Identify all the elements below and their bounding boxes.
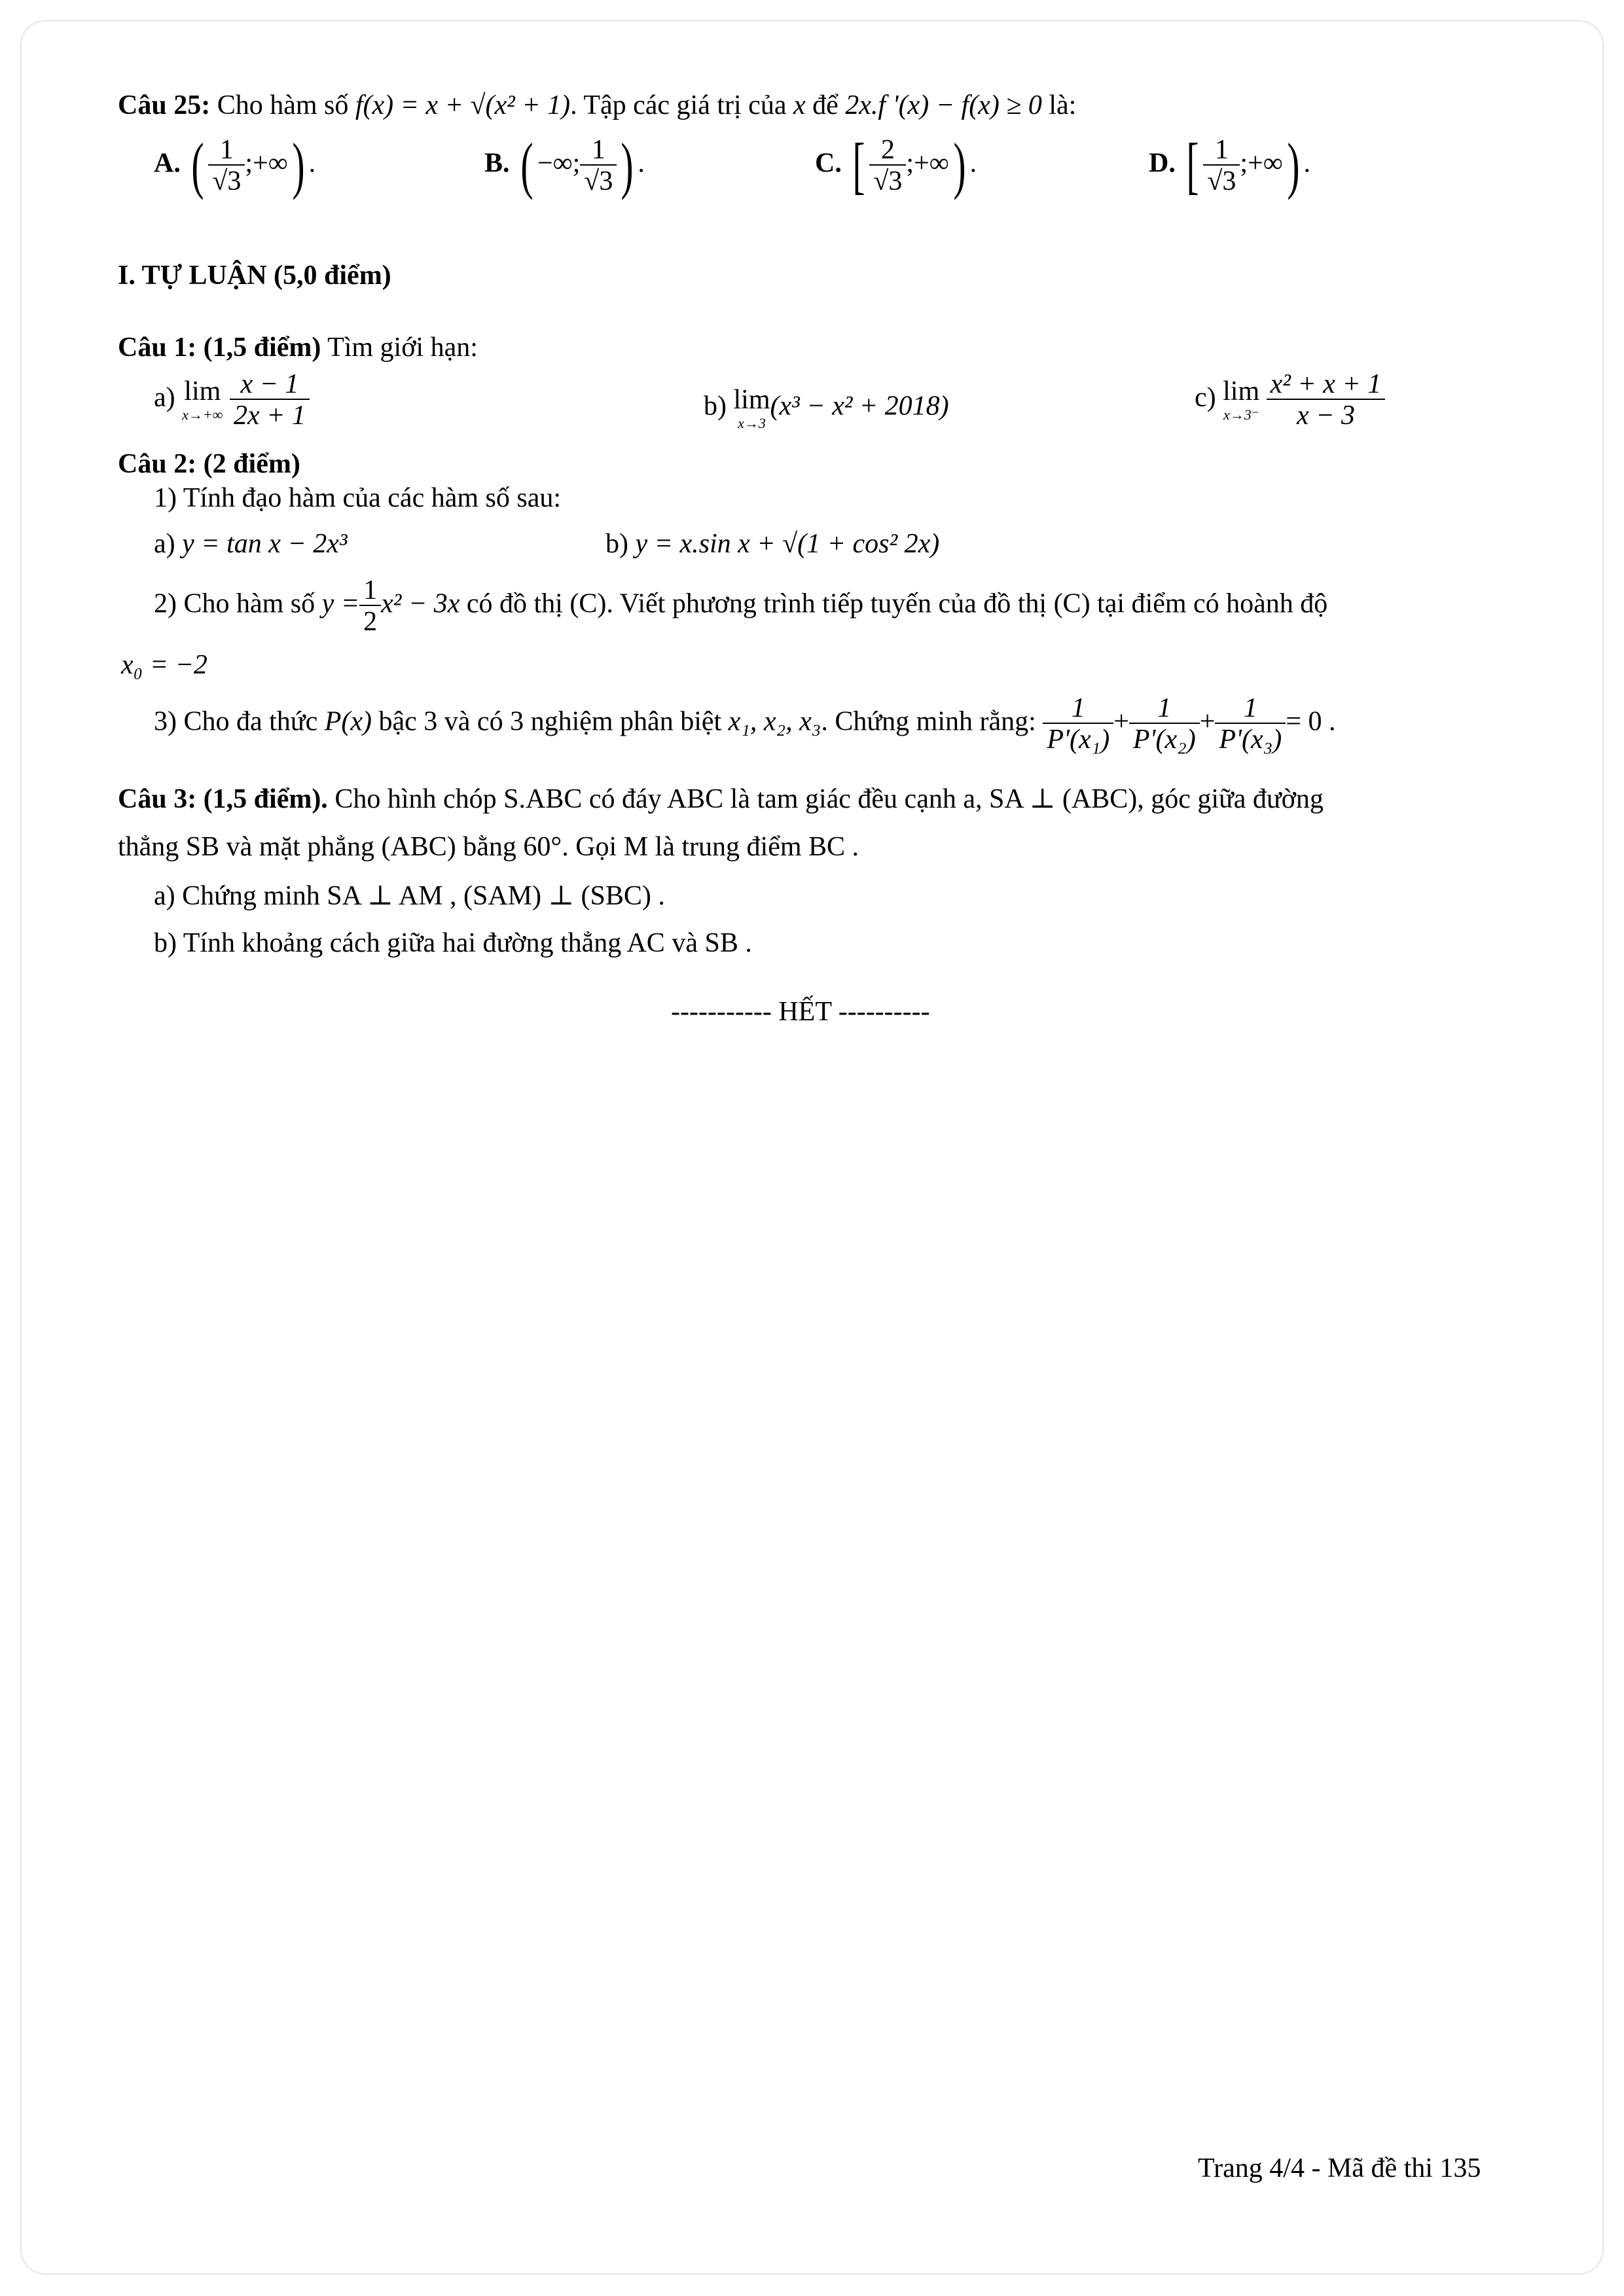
c2-p2: [154, 576, 1327, 636]
c2-label: Câu 2: (2 điểm): [118, 449, 300, 479]
option-label: C.: [815, 148, 842, 179]
option-bracket: (: [520, 130, 533, 200]
fraction: $\frac{1}{\text{P'(x₃)}}$: [1215, 694, 1286, 754]
q25-option-d: [1149, 130, 1311, 200]
c3-part-b: b) Tính khoảng cách giữa hai đường thẳng AC và SB .: [154, 928, 752, 958]
section-title: I. TỰ LUẬN (5,0 điểm): [118, 260, 391, 291]
option-tail: ;+∞: [906, 148, 949, 179]
q25-text3: để: [812, 90, 839, 120]
option-bracket: ): [1287, 130, 1300, 200]
q25-inequality: 2x.f '(x) − f(x) ≥ 0: [845, 90, 1042, 120]
part-label: b): [704, 391, 727, 422]
option-bracket: ): [292, 130, 305, 200]
part-label: a): [154, 382, 175, 413]
fraction: $\frac{1}{2}$: [359, 576, 381, 636]
option-end: .: [969, 148, 977, 179]
q25-func: f(x) = x + √(x² + 1): [355, 90, 571, 120]
option-fraction: $\frac{2}{√3}$: [869, 135, 906, 196]
c1-part-a: [154, 370, 310, 430]
p3-roots: x₁, x₂, x₃: [728, 706, 821, 737]
p3-text: . Chứng minh rằng:: [821, 706, 1036, 737]
q25-option-a: [154, 130, 316, 200]
c3-line1: [118, 785, 1324, 813]
option-tail: ;+∞: [245, 148, 288, 179]
p3-head: 3) Cho đa thức: [154, 706, 318, 737]
option-head: −∞;: [537, 148, 581, 179]
part-label: c): [1195, 382, 1216, 413]
fraction: $\frac{1}{\text{P'(x₁)}}$: [1043, 694, 1113, 754]
c1-text: Tìm giới hạn:: [327, 332, 478, 363]
limit: lim x→3⁻: [1223, 376, 1260, 423]
q25-var: x: [793, 90, 806, 120]
p3-poly: P(x): [324, 706, 372, 737]
option-bracket: ): [953, 130, 966, 200]
page-footer: Trang 4/4 - Mã đề thi 135: [1198, 2153, 1481, 2183]
option-end: .: [638, 148, 645, 179]
c2-p1: 1) Tính đạo hàm của các hàm số sau:: [154, 483, 562, 513]
c1-part-c: [1195, 370, 1385, 430]
part-label: a): [154, 529, 175, 559]
formula: y = tan x − 2x³: [182, 529, 348, 559]
c2-p1a: [154, 530, 348, 558]
p2-text: có đồ thị (C). Viết phương trình tiếp tuyến của đồ thị (C) tại điểm có hoành độ: [466, 588, 1328, 619]
p3-mid: bậc 3 và có 3 nghiệm phân biệt: [378, 706, 722, 737]
limit: lim x→3: [733, 385, 770, 431]
p2-y: y =: [321, 588, 360, 619]
c3-part-a: a) Chứng minh SA ⊥ AM , (SAM) ⊥ (SBC) .: [154, 881, 665, 911]
option-fraction: $\frac{1}{√3}$: [208, 135, 245, 196]
p2-head: 2) Cho hàm số: [154, 588, 316, 619]
option-end: .: [308, 148, 316, 179]
formula: y = x.sin x + √(1 + cos² 2x): [635, 529, 940, 559]
fraction: $\frac{1}{\text{P'(x₂)}}$: [1129, 694, 1200, 754]
part-label: b): [605, 529, 628, 559]
option-fraction: $\frac{1}{√3}$: [1203, 135, 1240, 196]
q25-label: Câu 25:: [118, 90, 211, 120]
option-bracket: [: [1186, 130, 1199, 200]
c1-header: [118, 334, 478, 361]
option-bracket: [: [852, 130, 865, 200]
c2-p2-x0: x₀ = −2: [121, 650, 208, 680]
limit-expression: (x³ − x² + 2018): [770, 391, 949, 422]
q25-option-b: [484, 130, 645, 200]
c1-part-b: [704, 386, 949, 431]
p2-rest: x² − 3x: [381, 588, 460, 619]
q25-text4: là:: [1049, 90, 1077, 120]
c3-text: Cho hình chóp S.ABC có đáy ABC là tam giác đều cạnh a, SA ⊥ (ABC), góc giữa đường: [334, 784, 1324, 814]
c1-label: Câu 1: (1,5 điểm): [118, 332, 321, 363]
c3-line2: thẳng SB và mặt phẳng (ABC) bằng 60°. Gọi M là trung điểm BC .: [118, 832, 859, 862]
option-end: .: [1303, 148, 1311, 179]
c2-p3: [154, 694, 1335, 754]
equals: = 0 .: [1286, 706, 1336, 737]
end-marker: ----------- HẾT ----------: [671, 997, 930, 1027]
option-fraction: $\frac{1}{√3}$: [580, 135, 617, 196]
option-bracket: ): [621, 130, 634, 200]
limit: lim x→+∞: [182, 376, 223, 423]
option-tail: ;+∞: [1240, 148, 1283, 179]
c3-label: Câu 3: (1,5 điểm).: [118, 784, 328, 814]
q25-line: [118, 92, 1076, 119]
plus: +: [1113, 706, 1129, 737]
option-label: A.: [154, 148, 181, 179]
plus: +: [1199, 706, 1216, 737]
fraction: $\frac{x - 1}{2x + 1}$: [230, 370, 310, 430]
option-label: B.: [484, 148, 510, 179]
q25-text1: Cho hàm số: [217, 90, 349, 120]
option-label: D.: [1149, 148, 1176, 179]
c2-p1b: [605, 530, 939, 558]
q25-text2: . Tập các giá trị của: [570, 90, 787, 120]
fraction: $\frac{\text{x² + x + 1}}{x - 3}$: [1267, 370, 1386, 430]
option-bracket: (: [191, 130, 204, 200]
q25-option-c: [815, 130, 977, 200]
